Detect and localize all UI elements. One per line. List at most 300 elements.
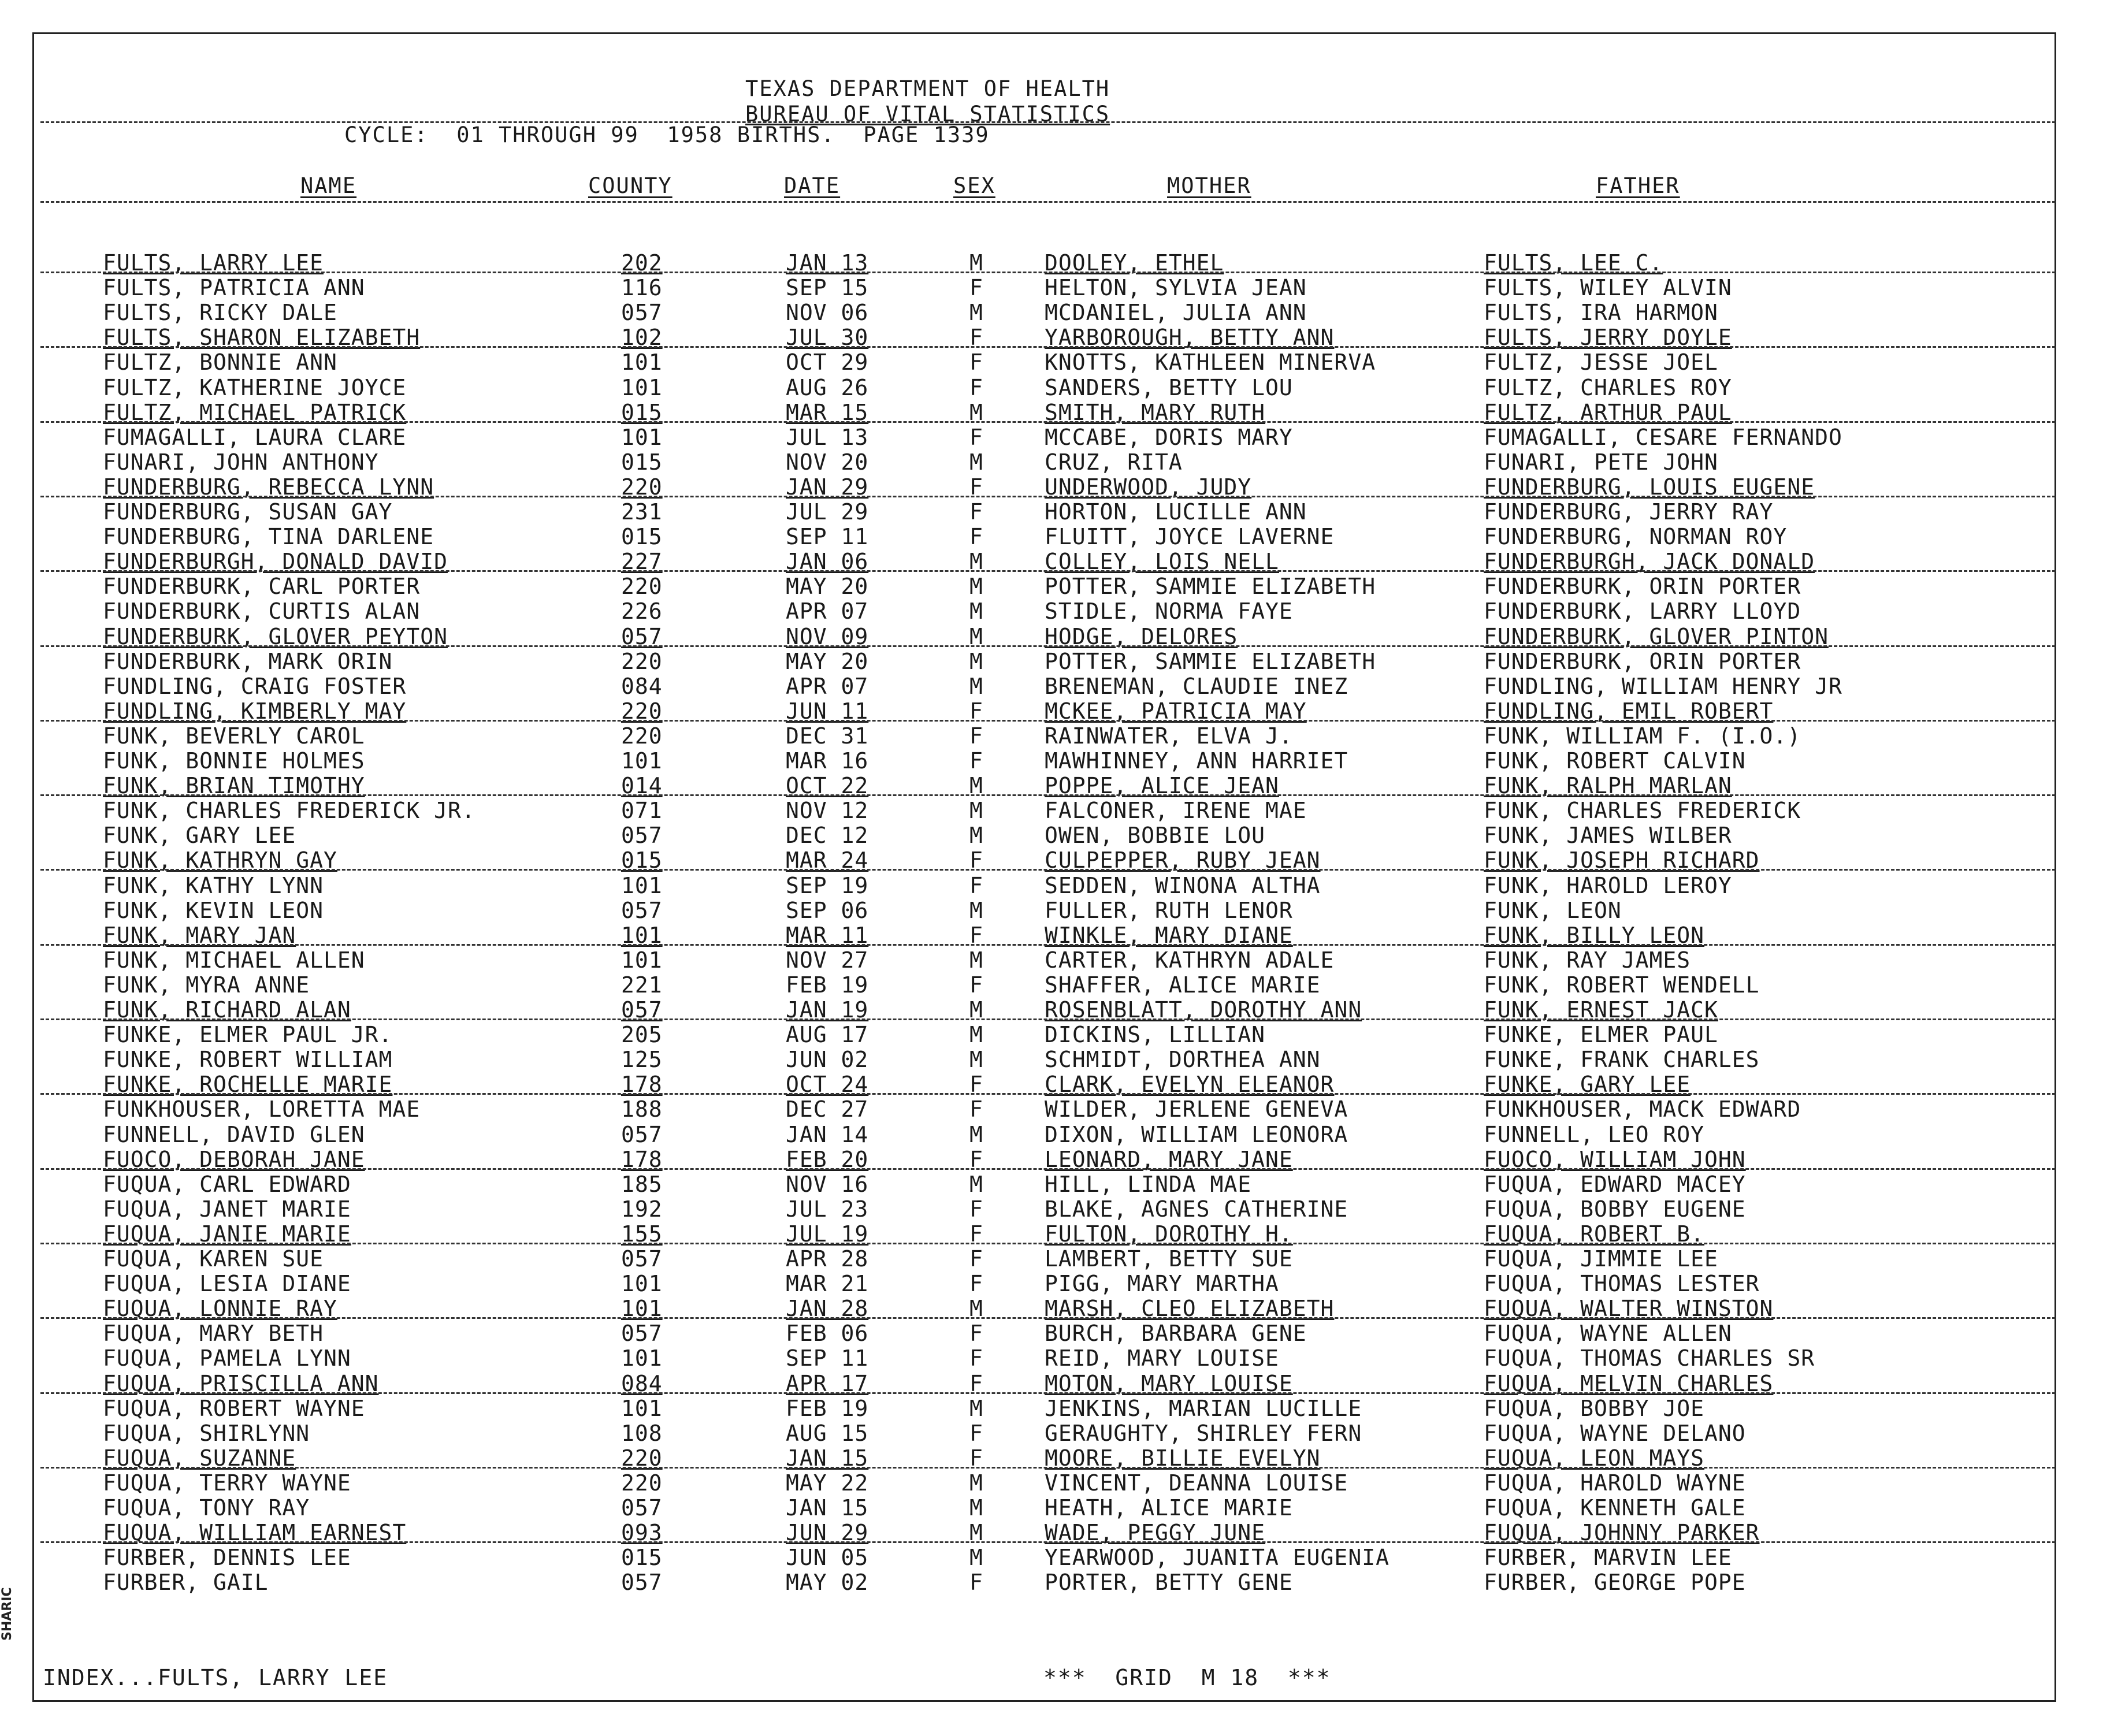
cell-mother: REID, MARY LOUISE — [1045, 1345, 1279, 1371]
cell-name: FUNKE, ROCHELLE MARIE — [103, 1072, 393, 1098]
cell-date: OCT 29 — [786, 350, 869, 376]
cell-mother: STIDLE, NORMA FAYE — [1045, 599, 1293, 624]
cell-name: FUQUA, SUZANNE — [103, 1445, 296, 1471]
cell-father: FUMAGALLI, CESARE FERNANDO — [1484, 424, 1842, 450]
cell-county: 227 — [621, 549, 663, 575]
cell-father: FUNDERBURGH, JACK DONALD — [1484, 549, 1815, 575]
cell-mother: CARTER, KATHRYN ADALE — [1045, 947, 1335, 973]
cell-father: FUQUA, HAROLD WAYNE — [1484, 1470, 1746, 1496]
cell-father: FUNDERBURG, JERRY RAY — [1484, 499, 1774, 525]
column-header-father: FATHER — [1596, 173, 1680, 198]
cell-county: 057 — [621, 1246, 663, 1272]
table-row — [0, 500, 2114, 525]
table-row — [0, 948, 2114, 973]
cell-date: JUL 29 — [786, 499, 869, 525]
cell-sex: F — [969, 1221, 983, 1247]
cell-father: FUNDLING, EMIL ROBERT — [1484, 698, 1774, 724]
cell-sex: F — [969, 723, 983, 749]
header-line-1: TEXAS DEPARTMENT OF HEALTH — [745, 76, 1110, 101]
table-row — [0, 1097, 2114, 1122]
cell-county: 178 — [621, 1072, 663, 1098]
cell-name: FUQUA, PAMELA LYNN — [103, 1345, 351, 1371]
cell-county: 178 — [621, 1146, 663, 1172]
table-row — [0, 1247, 2114, 1272]
cell-county: 220 — [621, 648, 663, 674]
cell-county: 220 — [621, 1470, 663, 1496]
footer-index: INDEX...FULTS, LARRY LEE — [43, 1665, 388, 1690]
table-row — [0, 1197, 2114, 1222]
cell-sex: F — [969, 1271, 983, 1297]
cell-mother: VINCENT, DEANNA LOUISE — [1045, 1470, 1348, 1496]
cell-sex: M — [969, 1296, 983, 1322]
table-row — [0, 1023, 2114, 1047]
cell-sex: M — [969, 574, 983, 600]
table-row — [0, 1272, 2114, 1296]
cell-father: FUQUA, WALTER WINSTON — [1484, 1296, 1774, 1322]
cell-date: AUG 17 — [786, 1022, 869, 1048]
cell-date: JUL 13 — [786, 424, 869, 450]
cell-father: FUNK, JAMES WILBER — [1484, 823, 1732, 849]
cell-mother: PIGG, MARY MARTHA — [1045, 1271, 1279, 1297]
cell-county: 125 — [621, 1047, 663, 1073]
cell-mother: CRUZ, RITA — [1045, 449, 1183, 475]
cell-date: APR 17 — [786, 1370, 869, 1396]
cell-mother: COLLEY, LOIS NELL — [1045, 549, 1279, 575]
cell-name: FUNK, KATHY LYNN — [103, 872, 324, 898]
cell-county: 220 — [621, 574, 663, 600]
cell-name: FUQUA, JANET MARIE — [103, 1196, 351, 1222]
cell-mother: HODGE, DELORES — [1045, 623, 1238, 649]
cell-sex: F — [969, 350, 983, 376]
cell-sex: F — [969, 922, 983, 948]
cell-county: 084 — [621, 1370, 663, 1396]
cell-sex: M — [969, 673, 983, 699]
cell-county: 155 — [621, 1221, 663, 1247]
cell-date: SEP 19 — [786, 872, 869, 898]
cell-father: FUQUA, JOHNNY PARKER — [1484, 1520, 1760, 1546]
cell-county: 057 — [621, 300, 663, 326]
cell-county: 084 — [621, 673, 663, 699]
cell-date: MAY 20 — [786, 574, 869, 600]
cell-county: 057 — [621, 1321, 663, 1347]
cell-date: JUN 05 — [786, 1545, 869, 1571]
cell-sex: M — [969, 549, 983, 575]
cell-date: FEB 19 — [786, 972, 869, 998]
group-separator — [40, 944, 2056, 946]
cell-mother: WADE, PEGGY JUNE — [1045, 1520, 1266, 1546]
cell-county: 101 — [621, 922, 663, 948]
cell-name: FUNKHOUSER, LORETTA MAE — [103, 1096, 421, 1122]
cell-name: FUQUA, ROBERT WAYNE — [103, 1395, 365, 1421]
cell-sex: F — [969, 1146, 983, 1172]
cell-name: FUQUA, MARY BETH — [103, 1321, 324, 1347]
group-separator — [40, 1093, 2056, 1095]
cell-sex: M — [969, 399, 983, 425]
cell-mother: JENKINS, MARIAN LUCILLE — [1045, 1395, 1362, 1421]
header-line-2: BUREAU OF VITAL STATISTICS — [745, 102, 1110, 127]
cell-father: FUNKE, FRANK CHARLES — [1484, 1047, 1760, 1073]
cell-sex: F — [969, 972, 983, 998]
group-separator — [40, 570, 2056, 572]
cell-sex: M — [969, 1495, 983, 1521]
cell-date: JAN 19 — [786, 997, 869, 1023]
cell-date: OCT 22 — [786, 773, 869, 799]
cell-sex: F — [969, 424, 983, 450]
cell-date: MAR 21 — [786, 1271, 869, 1297]
cell-county: 116 — [621, 275, 663, 301]
table-row — [0, 1321, 2114, 1346]
cell-father: FUQUA, EDWARD MACEY — [1484, 1171, 1746, 1197]
group-separator — [40, 869, 2056, 871]
cell-mother: SANDERS, BETTY LOU — [1045, 374, 1293, 400]
table-row — [0, 1421, 2114, 1446]
cell-mother: OWEN, BOBBIE LOU — [1045, 823, 1266, 849]
cell-name: FUNDERBURG, REBECCA LYNN — [103, 474, 434, 500]
group-separator — [40, 496, 2056, 497]
cell-county: 015 — [621, 1545, 663, 1571]
cell-sex: M — [969, 823, 983, 849]
cell-father: FUNDLING, WILLIAM HENRY JR — [1484, 673, 1842, 699]
cell-date: APR 07 — [786, 599, 869, 624]
cell-father: FUNARI, PETE JOHN — [1484, 449, 1718, 475]
cell-county: 093 — [621, 1520, 663, 1546]
cell-father: FUNDERBURG, NORMAN ROY — [1484, 524, 1788, 550]
cell-sex: F — [969, 374, 983, 400]
cell-father: FUNK, ROBERT WENDELL — [1484, 972, 1760, 998]
cell-sex: F — [969, 1370, 983, 1396]
cell-sex: M — [969, 1022, 983, 1048]
cell-sex: M — [969, 1520, 983, 1546]
cell-father: FUNK, LEON — [1484, 897, 1622, 923]
cell-mother: BURCH, BARBARA GENE — [1045, 1321, 1307, 1347]
group-separator — [40, 794, 2056, 796]
cell-county: 014 — [621, 773, 663, 799]
cell-date: APR 07 — [786, 673, 869, 699]
cell-sex: M — [969, 773, 983, 799]
cell-mother: HILL, LINDA MAE — [1045, 1171, 1252, 1197]
cell-mother: SHAFFER, ALICE MARIE — [1045, 972, 1321, 998]
column-header-county: COUNTY — [588, 173, 673, 198]
cell-mother: CLARK, EVELYN ELEANOR — [1045, 1072, 1335, 1098]
cell-father: FURBER, MARVIN LEE — [1484, 1545, 1732, 1571]
cell-father: FUNK, RALPH MARLAN — [1484, 773, 1732, 799]
cell-father: FUQUA, THOMAS LESTER — [1484, 1271, 1760, 1297]
table-row — [0, 1396, 2114, 1421]
cell-father: FUQUA, THOMAS CHARLES SR — [1484, 1345, 1815, 1371]
cell-date: JAN 15 — [786, 1495, 869, 1521]
table-row — [0, 798, 2114, 823]
table-row — [0, 525, 2114, 549]
group-separator — [40, 272, 2056, 273]
cell-date: JUL 23 — [786, 1196, 869, 1222]
cell-mother: POTTER, SAMMIE ELIZABETH — [1045, 648, 1376, 674]
cell-name: FUQUA, PRISCILLA ANN — [103, 1370, 379, 1396]
cell-date: FEB 20 — [786, 1146, 869, 1172]
cell-date: JAN 15 — [786, 1445, 869, 1471]
cell-county: 101 — [621, 424, 663, 450]
cell-county: 057 — [621, 1121, 663, 1147]
cell-county: 192 — [621, 1196, 663, 1222]
cell-county: 231 — [621, 499, 663, 525]
cell-name: FUNK, KEVIN LEON — [103, 897, 324, 923]
cell-name: FUQUA, SHIRLYNN — [103, 1420, 310, 1446]
cell-sex: M — [969, 1047, 983, 1073]
cell-county: 220 — [621, 723, 663, 749]
cell-date: SEP 06 — [786, 897, 869, 923]
cell-name: FUNARI, JOHN ANTHONY — [103, 449, 379, 475]
cell-mother: YEARWOOD, JUANITA EUGENIA — [1045, 1545, 1389, 1571]
cell-father: FUNK, ROBERT CALVIN — [1484, 748, 1746, 774]
cell-father: FUNDERBURG, LOUIS EUGENE — [1484, 474, 1815, 500]
cell-county: 188 — [621, 1096, 663, 1122]
column-header-name: NAME — [300, 173, 357, 198]
table-row — [0, 276, 2114, 300]
cell-sex: M — [969, 1395, 983, 1421]
table-row — [0, 1570, 2114, 1595]
table-row — [0, 749, 2114, 774]
cell-mother: YARBOROUGH, BETTY ANN — [1045, 325, 1335, 351]
cell-name: FUNK, CHARLES FREDERICK JR. — [103, 798, 475, 824]
column-header-date: DATE — [784, 173, 841, 198]
cell-mother: UNDERWOOD, JUDY — [1045, 474, 1252, 500]
cell-father: FUQUA, LEON MAYS — [1484, 1445, 1705, 1471]
cell-date: DEC 27 — [786, 1096, 869, 1122]
cell-name: FUQUA, LONNIE RAY — [103, 1296, 337, 1322]
cell-father: FUNDERBURK, GLOVER PINTON — [1484, 623, 1829, 649]
header-cycle: CYCLE: 01 THROUGH 99 1958 BIRTHS. PAGE 1339 — [344, 122, 990, 147]
table-row — [0, 1172, 2114, 1197]
cell-sex: F — [969, 872, 983, 898]
cell-name: FUNK, RICHARD ALAN — [103, 997, 351, 1023]
cell-sex: M — [969, 648, 983, 674]
cell-date: OCT 24 — [786, 1072, 869, 1098]
cell-father: FULTS, LEE C. — [1484, 250, 1663, 276]
cell-sex: F — [969, 1345, 983, 1371]
cell-sex: F — [969, 325, 983, 351]
table-row — [0, 350, 2114, 375]
cell-father: FUNK, RAY JAMES — [1484, 947, 1691, 973]
cell-name: FUNNELL, DAVID GLEN — [103, 1121, 365, 1147]
cell-name: FUQUA, CARL EDWARD — [103, 1171, 351, 1197]
cell-mother: SEDDEN, WINONA ALTHA — [1045, 872, 1321, 898]
cell-father: FULTS, WILEY ALVIN — [1484, 275, 1732, 301]
group-separator — [40, 1018, 2056, 1020]
cell-name: FUNDERBURGH, DONALD DAVID — [103, 549, 448, 575]
table-row — [0, 973, 2114, 998]
cell-mother: FULLER, RUTH LENOR — [1045, 897, 1293, 923]
group-separator — [40, 1243, 2056, 1244]
cell-name: FURBER, DENNIS LEE — [103, 1545, 351, 1571]
cell-sex: M — [969, 599, 983, 624]
cell-sex: F — [969, 1321, 983, 1347]
column-header-sex: SEX — [953, 173, 995, 198]
cell-mother: BRENEMAN, CLAUDIE INEZ — [1045, 673, 1348, 699]
cell-mother: MOORE, BILLIE EVELYN — [1045, 1445, 1321, 1471]
table-row — [0, 376, 2114, 400]
cell-date: MAY 22 — [786, 1470, 869, 1496]
cell-sex: F — [969, 748, 983, 774]
cell-county: 101 — [621, 748, 663, 774]
cell-sex: F — [969, 1072, 983, 1098]
cell-name: FUQUA, TONY RAY — [103, 1495, 310, 1521]
cell-date: SEP 11 — [786, 1345, 869, 1371]
cell-mother: BLAKE, AGNES CATHERINE — [1045, 1196, 1348, 1222]
cell-name: FUNDERBURK, CARL PORTER — [103, 574, 421, 600]
cell-date: JAN 13 — [786, 250, 869, 276]
group-separator — [40, 1168, 2056, 1170]
footer-grid: *** GRID M 18 *** — [1043, 1665, 1331, 1690]
cell-county: 101 — [621, 374, 663, 400]
cell-sex: F — [969, 474, 983, 500]
cell-mother: KNOTTS, KATHLEEN MINERVA — [1045, 350, 1376, 376]
cell-name: FURBER, GAIL — [103, 1570, 269, 1596]
cell-county: 221 — [621, 972, 663, 998]
cell-date: FEB 06 — [786, 1321, 869, 1347]
cell-name: FUNDERBURG, SUSAN GAY — [103, 499, 393, 525]
cell-date: NOV 27 — [786, 947, 869, 973]
cell-date: JAN 06 — [786, 549, 869, 575]
cell-sex: M — [969, 1121, 983, 1147]
cell-date: NOV 20 — [786, 449, 869, 475]
cell-mother: CULPEPPER, RUBY JEAN — [1045, 847, 1321, 873]
cell-father: FUQUA, BOBBY EUGENE — [1484, 1196, 1746, 1222]
cell-date: MAR 11 — [786, 922, 869, 948]
cell-name: FUQUA, WILLIAM EARNEST — [103, 1520, 407, 1546]
cell-father: FULTZ, CHARLES ROY — [1484, 374, 1732, 400]
cell-father: FUQUA, WAYNE DELANO — [1484, 1420, 1746, 1446]
cell-mother: POTTER, SAMMIE ELIZABETH — [1045, 574, 1376, 600]
cell-date: AUG 15 — [786, 1420, 869, 1446]
cell-date: AUG 26 — [786, 374, 869, 400]
cell-county: 057 — [621, 623, 663, 649]
cell-name: FUQUA, LESIA DIANE — [103, 1271, 351, 1297]
cell-father: FUNDERBURK, ORIN PORTER — [1484, 574, 1801, 600]
cell-county: 205 — [621, 1022, 663, 1048]
cell-sex: M — [969, 1171, 983, 1197]
cell-sex: F — [969, 847, 983, 873]
cell-father: FUNK, WILLIAM F. (I.O.) — [1484, 723, 1801, 749]
cell-name: FUNDERBURK, CURTIS ALAN — [103, 599, 421, 624]
cell-name: FUOCO, DEBORAH JANE — [103, 1146, 365, 1172]
table-row — [0, 1471, 2114, 1496]
cell-county: 101 — [621, 1345, 663, 1371]
cell-county: 102 — [621, 325, 663, 351]
cell-mother: LAMBERT, BETTY SUE — [1045, 1246, 1293, 1272]
cell-name: FUQUA, TERRY WAYNE — [103, 1470, 351, 1496]
cell-mother: SMITH, MARY RUTH — [1045, 399, 1266, 425]
cell-mother: ROSENBLATT, DOROTHY ANN — [1045, 997, 1362, 1023]
cell-county: 057 — [621, 823, 663, 849]
cell-name: FULTZ, BONNIE ANN — [103, 350, 337, 376]
table-row — [0, 1545, 2114, 1570]
cell-county: 101 — [621, 1395, 663, 1421]
cell-date: NOV 09 — [786, 623, 869, 649]
cell-mother: HORTON, LUCILLE ANN — [1045, 499, 1307, 525]
cell-father: FULTS, IRA HARMON — [1484, 300, 1718, 326]
group-separator — [40, 346, 2056, 348]
table-row — [0, 1047, 2114, 1072]
cell-sex: F — [969, 1445, 983, 1471]
cell-sex: F — [969, 1570, 983, 1596]
cell-name: FULTS, RICKY DALE — [103, 300, 337, 326]
cell-sex: F — [969, 275, 983, 301]
cell-county: 220 — [621, 698, 663, 724]
table-row — [0, 1496, 2114, 1521]
cell-name: FUQUA, KAREN SUE — [103, 1246, 324, 1272]
table-row — [0, 1346, 2114, 1371]
cell-mother: MCKEE, PATRICIA MAY — [1045, 698, 1307, 724]
table-row — [0, 599, 2114, 624]
cell-sex: F — [969, 499, 983, 525]
cell-date: SEP 11 — [786, 524, 869, 550]
cell-father: FULTZ, JESSE JOEL — [1484, 350, 1718, 376]
cell-sex: M — [969, 1545, 983, 1571]
cell-county: 220 — [621, 1445, 663, 1471]
cell-name: FUNDERBURK, MARK ORIN — [103, 648, 393, 674]
cell-mother: PORTER, BETTY GENE — [1045, 1570, 1293, 1596]
cell-county: 015 — [621, 524, 663, 550]
cell-sex: F — [969, 524, 983, 550]
cell-father: FULTS, JERRY DOYLE — [1484, 325, 1732, 351]
cell-date: JUN 11 — [786, 698, 869, 724]
cell-father: FUNK, JOSEPH RICHARD — [1484, 847, 1760, 873]
cell-mother: FULTON, DOROTHY H. — [1045, 1221, 1293, 1247]
cell-name: FUMAGALLI, LAURA CLARE — [103, 424, 407, 450]
table-row — [0, 674, 2114, 699]
cell-sex: M — [969, 449, 983, 475]
cell-sex: F — [969, 1246, 983, 1272]
group-separator — [40, 1467, 2056, 1469]
cell-name: FUNK, KATHRYN GAY — [103, 847, 337, 873]
cell-sex: F — [969, 1196, 983, 1222]
cell-name: FUNK, MICHAEL ALLEN — [103, 947, 365, 973]
cell-mother: HEATH, ALICE MARIE — [1045, 1495, 1293, 1521]
cell-name: FUNK, BEVERLY CAROL — [103, 723, 365, 749]
cell-date: JAN 28 — [786, 1296, 869, 1322]
cell-county: 220 — [621, 474, 663, 500]
group-separator — [40, 720, 2056, 722]
cell-name: FUQUA, JANIE MARIE — [103, 1221, 351, 1247]
cell-date: JUL 30 — [786, 325, 869, 351]
cell-sex: M — [969, 250, 983, 276]
cell-mother: MARSH, CLEO ELIZABETH — [1045, 1296, 1335, 1322]
cell-date: DEC 31 — [786, 723, 869, 749]
table-row — [0, 873, 2114, 898]
cell-father: FUQUA, WAYNE ALLEN — [1484, 1321, 1732, 1347]
column-header-rule — [40, 201, 2056, 203]
cell-county: 057 — [621, 897, 663, 923]
cell-mother: MCCABE, DORIS MARY — [1045, 424, 1293, 450]
cell-father: FUNDERBURK, LARRY LLOYD — [1484, 599, 1801, 624]
cell-mother: FALCONER, IRENE MAE — [1045, 798, 1307, 824]
cell-mother: DIXON, WILLIAM LEONORA — [1045, 1121, 1348, 1147]
cell-mother: HELTON, SYLVIA JEAN — [1045, 275, 1307, 301]
cell-father: FUNK, BILLY LEON — [1484, 922, 1705, 948]
cell-father: FUQUA, BOBBY JOE — [1484, 1395, 1705, 1421]
cell-father: FUNKE, ELMER PAUL — [1484, 1022, 1718, 1048]
cell-sex: M — [969, 798, 983, 824]
cell-county: 071 — [621, 798, 663, 824]
cell-date: JAN 29 — [786, 474, 869, 500]
cell-county: 015 — [621, 449, 663, 475]
cell-father: FUOCO, WILLIAM JOHN — [1484, 1146, 1746, 1172]
cell-sex: M — [969, 997, 983, 1023]
cell-father: FUNKHOUSER, MACK EDWARD — [1484, 1096, 1801, 1122]
cell-mother: MCDANIEL, JULIA ANN — [1045, 300, 1307, 326]
cell-mother: FLUITT, JOYCE LAVERNE — [1045, 524, 1335, 550]
cell-date: MAY 02 — [786, 1570, 869, 1596]
cell-name: FULTZ, KATHERINE JOYCE — [103, 374, 407, 400]
